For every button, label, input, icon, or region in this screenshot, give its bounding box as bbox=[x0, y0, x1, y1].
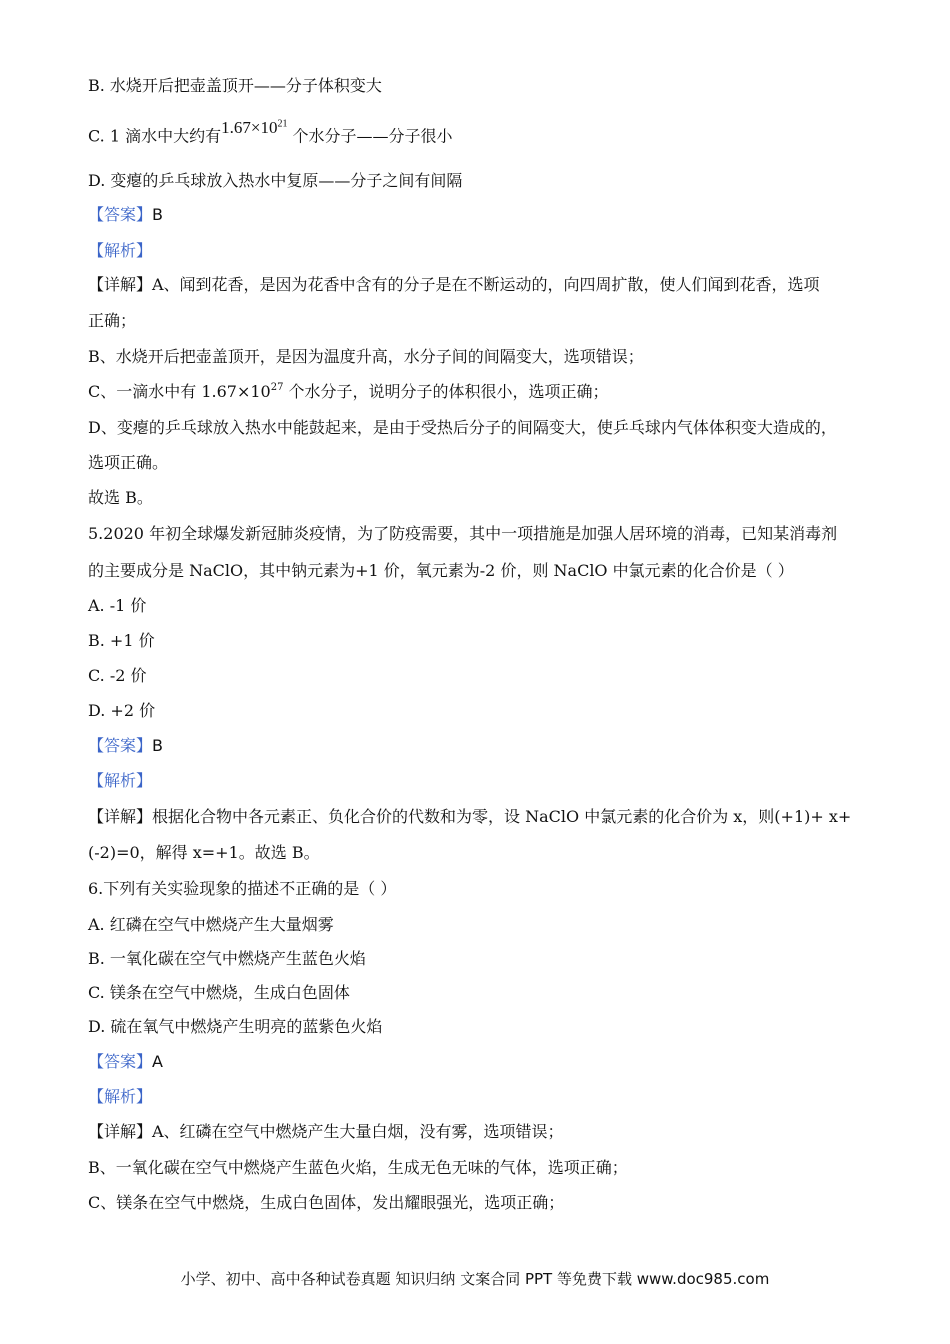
q6-stem: 6.下列有关实验现象的描述不正确的是（ ） bbox=[88, 879, 397, 898]
q5-option-d: D. +2 价 bbox=[88, 701, 156, 720]
q6-answer-label: 【答案】 bbox=[88, 1052, 153, 1071]
q4-answer-label: 【答案】 bbox=[88, 205, 153, 224]
q5-answer-label: 【答案】 bbox=[88, 736, 153, 755]
q4-option-c-exponent: 21 bbox=[277, 118, 288, 129]
q6-detail-3: C、镁条在空气中燃烧，生成白色固体，发出耀眼强光，选项正确； bbox=[88, 1193, 565, 1212]
q4-detail-3-prefix: C、一滴水中有 1.67×10 bbox=[88, 382, 271, 401]
q4-detail-3-suffix: 个水分子，说明分子的体积很小，选项正确； bbox=[283, 382, 609, 401]
q6-answer-value: A bbox=[152, 1052, 163, 1071]
q5-detail-1: 【详解】根据化合物中各元素正、负化合价的代数和为零，设 NaClO 中氯元素的化合价为 x，则(+1)+ x+ bbox=[88, 807, 852, 826]
q6-option-b: B. 一氧化碳在空气中燃烧产生蓝色火焰 bbox=[88, 949, 366, 968]
q4-detail-3-exponent: 27 bbox=[270, 382, 284, 393]
q5-detail-2: (-2)=0，解得 x=+1。故选 B。 bbox=[88, 843, 320, 862]
q5-option-a: A. -1 价 bbox=[88, 596, 147, 615]
q6-option-a: A. 红磷在空气中燃烧产生大量烟雾 bbox=[88, 915, 334, 934]
q5-analysis-label: 【解析】 bbox=[88, 771, 153, 790]
q5-answer bbox=[88, 735, 163, 757]
q6-answer bbox=[88, 1051, 163, 1073]
q6-detail-2: B、一氧化碳在空气中燃烧产生蓝色火焰，生成无色无味的气体，选项正确； bbox=[88, 1158, 628, 1177]
q4-answer-value: B bbox=[152, 205, 163, 224]
q4-option-c-prefix: C. 1 滴水中大约有 bbox=[88, 126, 222, 146]
q5-stem-2: 的主要成分是 NaClO，其中钠元素为+1 价，氧元素为-2 价，则 NaClO 中氯元素的化合价是（ ） bbox=[88, 561, 794, 580]
q5-answer-value: B bbox=[152, 736, 163, 755]
q5-stem-1: 5.2020 年初全球爆发新冠肺炎疫情，为了防疫需要，其中一项措施是加强人居环境的消毒，已知某消毒剂 bbox=[88, 524, 838, 543]
q4-option-c-suffix: 个水分子——分子很小 bbox=[287, 126, 453, 146]
q4-option-b: B. 水烧开后把壶盖顶开——分子体积变大 bbox=[88, 76, 382, 95]
q5-option-b: B. +1 价 bbox=[88, 631, 155, 650]
q4-detail-4a: D、变瘪的乒乓球放入热水中能鼓起来，是由于受热后分子的间隔变大，使乒乓球内气体体积变大造成的， bbox=[88, 418, 837, 437]
q4-conclusion: 故选 B。 bbox=[88, 488, 153, 507]
q4-option-c bbox=[88, 117, 453, 148]
q6-option-c: C. 镁条在空气中燃烧，生成白色固体 bbox=[88, 983, 350, 1002]
q4-option-d: D. 变瘪的乒乓球放入热水中复原——分子之间有间隔 bbox=[88, 171, 463, 190]
q4-option-c-number bbox=[221, 118, 287, 137]
q6-detail-1: 【详解】A、红磷在空气中燃烧产生大量白烟，没有雾，选项错误； bbox=[88, 1122, 564, 1141]
q4-detail-1a: 【详解】A、闻到花香，是因为花香中含有的分子是在不断运动的，向四周扩散，使人们闻到花香，选项 bbox=[88, 275, 820, 294]
q4-detail-3 bbox=[88, 381, 609, 406]
q4-answer bbox=[88, 204, 163, 226]
q5-option-c: C. -2 价 bbox=[88, 666, 147, 685]
q6-analysis-label: 【解析】 bbox=[88, 1087, 153, 1106]
q6-option-d: D. 硫在氧气中燃烧产生明亮的蓝紫色火焰 bbox=[88, 1017, 383, 1036]
q4-option-c-mantissa: 1.67×10 bbox=[221, 117, 278, 137]
q4-detail-1b: 正确； bbox=[88, 311, 137, 330]
q4-analysis-label: 【解析】 bbox=[88, 241, 153, 260]
page-footer: 小学、初中、高中各种试卷真题 知识归纳 文案合同 PPT 等免费下载 www.doc985.com bbox=[180, 1270, 770, 1288]
q4-detail-2: B、水烧开后把壶盖顶开，是因为温度升高，水分子间的间隔变大，选项错误； bbox=[88, 347, 644, 366]
q4-detail-4b: 选项正确。 bbox=[88, 453, 169, 472]
